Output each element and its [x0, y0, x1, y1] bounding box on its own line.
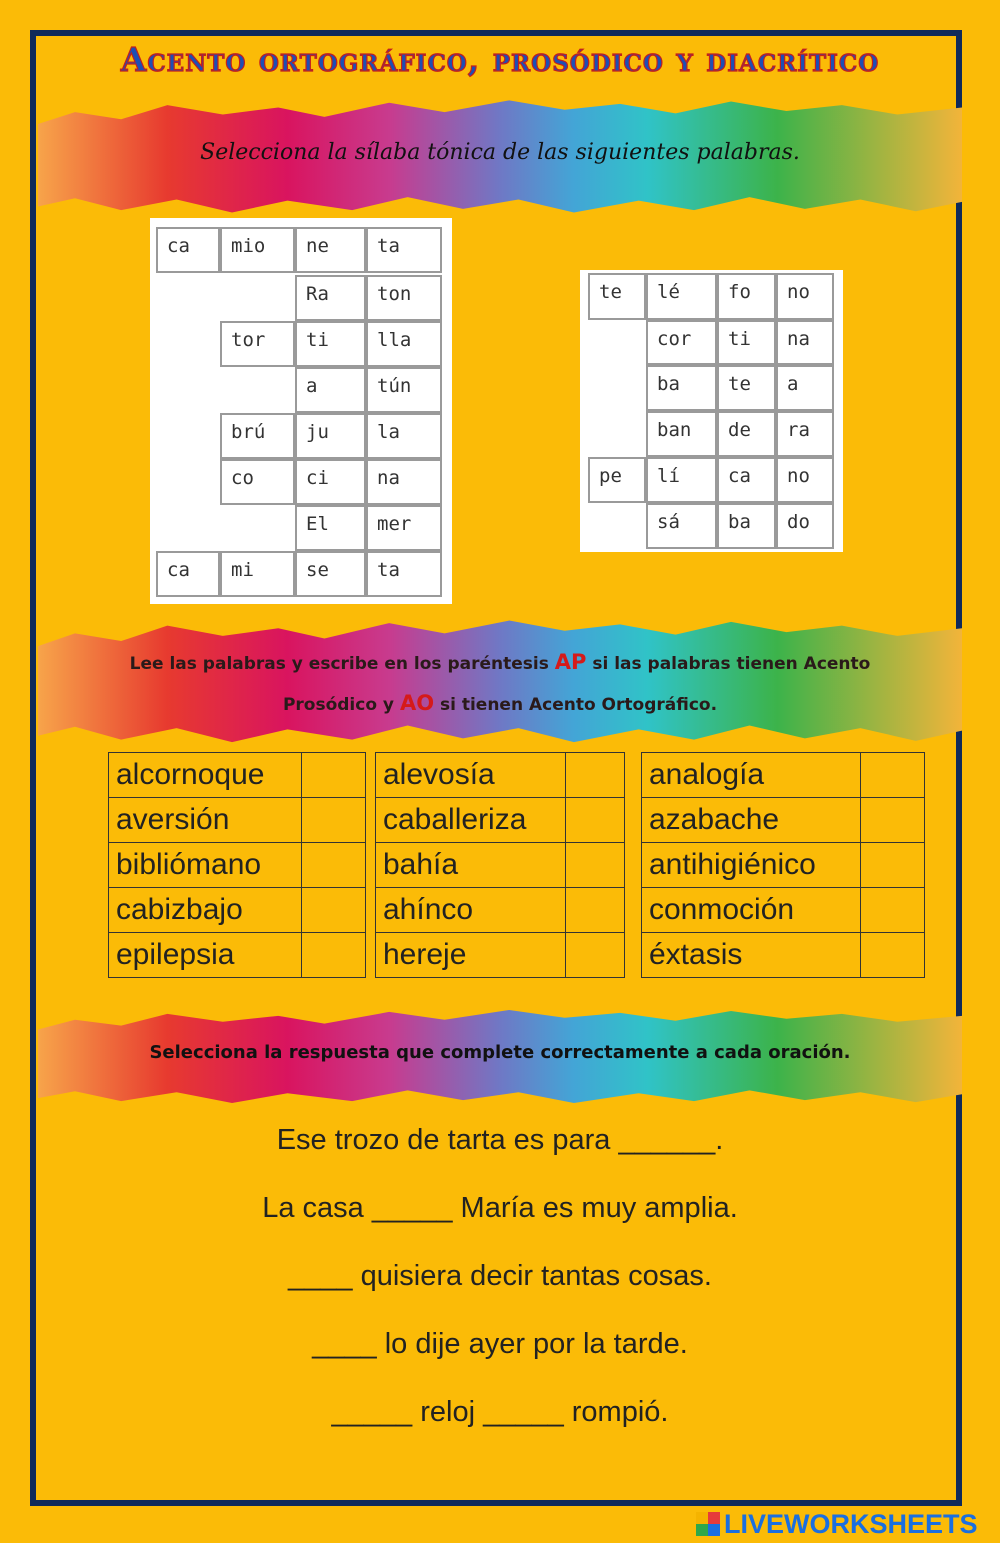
answer-field[interactable]	[302, 843, 366, 888]
section3-instruction: Selecciona la respuesta que complete correctamente a cada oración.	[149, 1042, 851, 1063]
syllable-cell[interactable]: ra	[776, 411, 834, 457]
word-row	[376, 933, 625, 978]
syllable-cell[interactable]: ton	[366, 275, 442, 321]
sentence-5: _____ reloj _____ rompió.	[331, 1396, 669, 1428]
sentence-1: Ese trozo de tarta es para ______.	[276, 1124, 724, 1156]
syllable-grid-right	[580, 270, 843, 552]
syllable-cell[interactable]: cor	[646, 320, 717, 365]
answer-field[interactable]	[566, 843, 625, 888]
section2-text-a: Lee las palabras y escribe en los paréntesis	[129, 654, 555, 674]
syllable-cell[interactable]: ti	[295, 321, 366, 367]
syllable-cell[interactable]: Ra	[295, 275, 366, 321]
section2-line1	[38, 650, 962, 674]
word-row	[642, 888, 925, 933]
syllable-cell[interactable]: do	[776, 503, 834, 549]
word-table-2	[375, 752, 625, 978]
section2-text-d: si tienen Acento Ortográfico.	[434, 695, 718, 715]
ap-label: AP	[554, 650, 587, 674]
paint-stroke	[38, 618, 962, 746]
answer-field[interactable]	[302, 933, 366, 978]
sentence-3: ____ quisiera decir tantas cosas.	[288, 1260, 712, 1292]
syllable-cell[interactable]: te	[588, 273, 646, 320]
syllable-cell[interactable]: ti	[717, 320, 776, 365]
syllable-cell[interactable]: no	[776, 273, 834, 320]
syllable-cell[interactable]: na	[366, 459, 442, 505]
section2-text-c: Prosódico y	[282, 695, 400, 715]
syllable-cell[interactable]: brú	[220, 413, 295, 459]
syllable-cell[interactable]: ci	[295, 459, 366, 505]
syllable-cell[interactable]: tún	[366, 367, 442, 413]
section2-line2	[38, 691, 962, 715]
syllable-cell[interactable]: tor	[220, 321, 295, 367]
word-cell: cabizbajo	[109, 888, 302, 933]
syllable-cell[interactable]: ba	[646, 365, 717, 411]
syllable-cell[interactable]: El	[295, 505, 366, 551]
syllable-cell[interactable]: ban	[646, 411, 717, 457]
word-table-1	[108, 752, 366, 978]
word-cell: epilepsia	[109, 933, 302, 978]
word-row	[109, 843, 366, 888]
section2-text-b: si las palabras tienen Acento	[586, 654, 871, 674]
word-cell: éxtasis	[642, 933, 861, 978]
syllable-cell[interactable]: ne	[295, 227, 366, 273]
syllable-cell[interactable]: a	[776, 365, 834, 411]
word-row	[642, 933, 925, 978]
syllable-cell[interactable]: ju	[295, 413, 366, 459]
word-row	[376, 753, 625, 798]
syllable-cell[interactable]: ca	[156, 551, 220, 597]
syllable-cell[interactable]: ta	[366, 551, 442, 597]
syllable-cell[interactable]: pe	[588, 457, 646, 503]
syllable-cell[interactable]: co	[220, 459, 295, 505]
word-cell: conmoción	[642, 888, 861, 933]
section2-banner	[38, 618, 962, 746]
syllable-cell[interactable]: ba	[717, 503, 776, 549]
word-row	[376, 843, 625, 888]
syllable-cell[interactable]: lé	[646, 273, 717, 320]
word-row	[642, 798, 925, 843]
answer-field[interactable]	[302, 798, 366, 843]
word-cell: antihigiénico	[642, 843, 861, 888]
answer-field[interactable]	[566, 753, 625, 798]
answer-field[interactable]	[566, 888, 625, 933]
answer-field[interactable]	[861, 933, 925, 978]
word-row	[109, 753, 366, 798]
word-cell: bahía	[376, 843, 566, 888]
word-row	[642, 753, 925, 798]
sentence-4: ____ lo dije ayer por la tarde.	[312, 1328, 688, 1360]
syllable-cell[interactable]: de	[717, 411, 776, 457]
syllable-cell[interactable]: fo	[717, 273, 776, 320]
syllable-cell[interactable]: ca	[717, 457, 776, 503]
sentence-2: La casa _____ María es muy amplia.	[262, 1192, 738, 1224]
syllable-cell[interactable]: la	[366, 413, 442, 459]
worksheet-title: Acento ortográfico, prosódico y diacrítico	[120, 40, 880, 79]
syllable-cell[interactable]: no	[776, 457, 834, 503]
word-table-3	[641, 752, 925, 978]
word-cell: caballeriza	[376, 798, 566, 843]
answer-field[interactable]	[861, 798, 925, 843]
answer-field[interactable]	[302, 753, 366, 798]
syllable-cell[interactable]: sá	[646, 503, 717, 549]
word-row	[642, 843, 925, 888]
word-row	[376, 798, 625, 843]
syllable-cell[interactable]: lla	[366, 321, 442, 367]
syllable-grid-left	[150, 218, 452, 604]
syllable-cell[interactable]: mi	[220, 551, 295, 597]
answer-field[interactable]	[861, 753, 925, 798]
word-cell: hereje	[376, 933, 566, 978]
syllable-cell[interactable]: na	[776, 320, 834, 365]
answer-field[interactable]	[861, 843, 925, 888]
word-cell: alcornoque	[109, 753, 302, 798]
section3-banner	[38, 1008, 962, 1106]
answer-field[interactable]	[566, 798, 625, 843]
answer-field[interactable]	[302, 888, 366, 933]
syllable-cell[interactable]: lí	[646, 457, 717, 503]
syllable-cell[interactable]: ca	[156, 227, 220, 273]
syllable-cell[interactable]: te	[717, 365, 776, 411]
word-row	[109, 798, 366, 843]
syllable-cell[interactable]: mer	[366, 505, 442, 551]
liveworksheets-logo	[696, 1508, 978, 1540]
word-cell: ahínco	[376, 888, 566, 933]
word-cell: azabache	[642, 798, 861, 843]
word-cell: analogía	[642, 753, 861, 798]
syllable-cell[interactable]: mio	[220, 227, 295, 273]
word-cell: bibliómano	[109, 843, 302, 888]
answer-field[interactable]	[861, 888, 925, 933]
syllable-cell[interactable]: a	[295, 367, 366, 413]
logo-text: LIVEWORKSHEETS	[724, 1508, 978, 1539]
word-row	[109, 933, 366, 978]
word-cell: alevosía	[376, 753, 566, 798]
word-row	[376, 888, 625, 933]
section1-instruction: Selecciona la sílaba tónica de las siguientes palabras.	[200, 140, 800, 165]
word-row	[109, 888, 366, 933]
section1-banner	[38, 98, 962, 216]
syllable-cell[interactable]: ta	[366, 227, 442, 273]
ao-label: AO	[399, 691, 435, 715]
liveworksheets-icon	[696, 1512, 720, 1536]
syllable-cell[interactable]: se	[295, 551, 366, 597]
word-cell: aversión	[109, 798, 302, 843]
answer-field[interactable]	[566, 933, 625, 978]
